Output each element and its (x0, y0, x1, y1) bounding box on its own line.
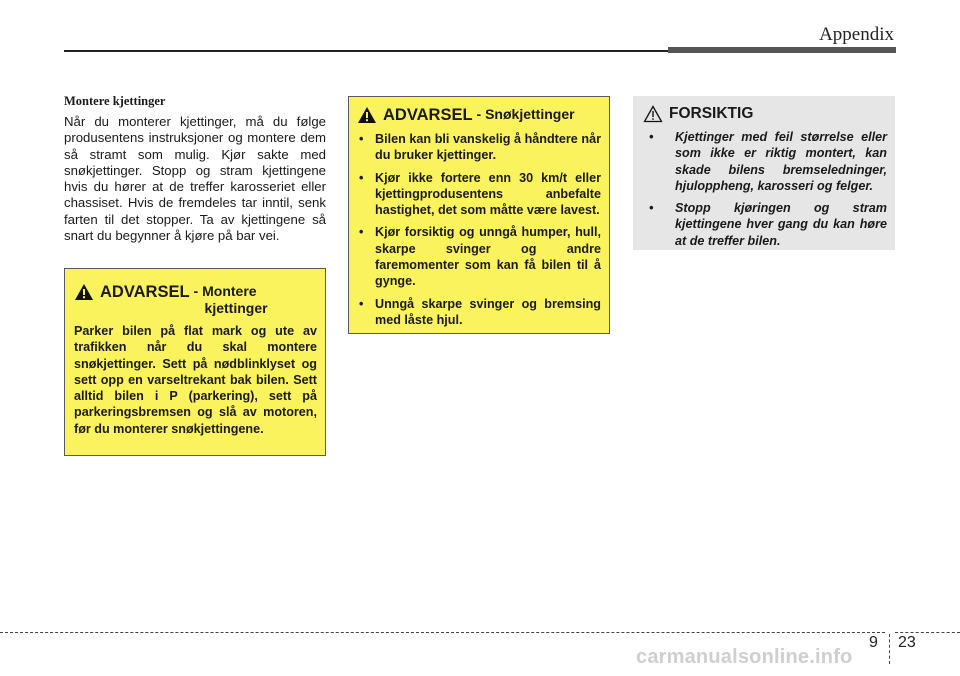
header-accent-bar (668, 47, 896, 53)
list-item: • Bilen kan bli vanskelig å håndtere når du bruker kjettinger. (357, 131, 601, 164)
footer-rule-right (895, 632, 960, 633)
intro-body: Når du monterer kjettinger, må du følge produsentens instruksjoner og montere dem så stramt som mulig. Kjør sakte med snøkjettinger. Stopp og stram kjettingene hvis du hører at de treffer karosseriet eller chassiset. Hvis de fremdeles tar inntil, senk farten til det stopper. Ta av kjettingene så snart du begynner å kjøre på bar vei. (64, 114, 326, 244)
caution-label: FORSIKTIG (669, 105, 754, 122)
list-item: • Kjør ikke fortere enn 30 km/t eller kjettingprodusentens anbefalte hastighet, det som måtte være lavest. (357, 170, 601, 219)
page-separator (889, 634, 890, 664)
watermark: carmanualsonline.info (636, 646, 853, 668)
list-item: • Stopp kjøringen og stram kjettingene hver gang du kan høre at de treffer bilen. (643, 200, 887, 249)
chapter-number: 9 (869, 634, 878, 651)
header-rule (64, 50, 668, 52)
warning-body: Parker bilen på flat mark og ute av trafikken når du skal montere snøkjettinger. Sett på nødblinklyset og sett opp en varseltrekant bak bilen. Sett alltid bilen i P (parkering), sett på parkeringsbremsen og slå av motoren, før du monterer snøkjettingene. (74, 324, 317, 436)
warning-box-mount-chains (64, 268, 326, 456)
warning-header (357, 106, 601, 125)
list-item: • Unngå skarpe svinger og bremsing med låste hjul. (357, 296, 601, 329)
warning-box-snow-chains (348, 96, 610, 334)
warning-list (357, 131, 601, 328)
warning-header (74, 283, 317, 317)
warning-triangle-icon (357, 106, 377, 124)
warning-triangle-icon (74, 283, 94, 301)
caution-header (643, 105, 887, 123)
page-number: 23 (898, 634, 916, 651)
warning-subtitle (194, 283, 268, 317)
footer-rule (0, 632, 885, 633)
warning-subtitle-line1: - Montere (193, 283, 257, 299)
caution-triangle-icon (643, 105, 663, 123)
intro-section (64, 94, 326, 244)
section-heading: Montere kjettinger (64, 94, 166, 108)
warning-subtitle-line2: kjettinger (204, 300, 268, 316)
warning-subtitle: - Snøkjettinger (476, 106, 575, 122)
caution-list (643, 129, 887, 249)
warning-label: ADVARSEL (100, 283, 190, 301)
list-item: • Kjettinger med feil størrelse eller som ikke er riktig montert, kan skade bilens bremseledninger, hjuloppheng, karosseri og felger. (643, 129, 887, 194)
page-header-title: Appendix (819, 24, 894, 45)
caution-box (633, 96, 895, 250)
warning-label: ADVARSEL (383, 106, 473, 124)
list-item: • Kjør forsiktig og unngå humper, hull, skarpe svinger og andre faremomenter som kan få bilen til å gynge. (357, 224, 601, 289)
